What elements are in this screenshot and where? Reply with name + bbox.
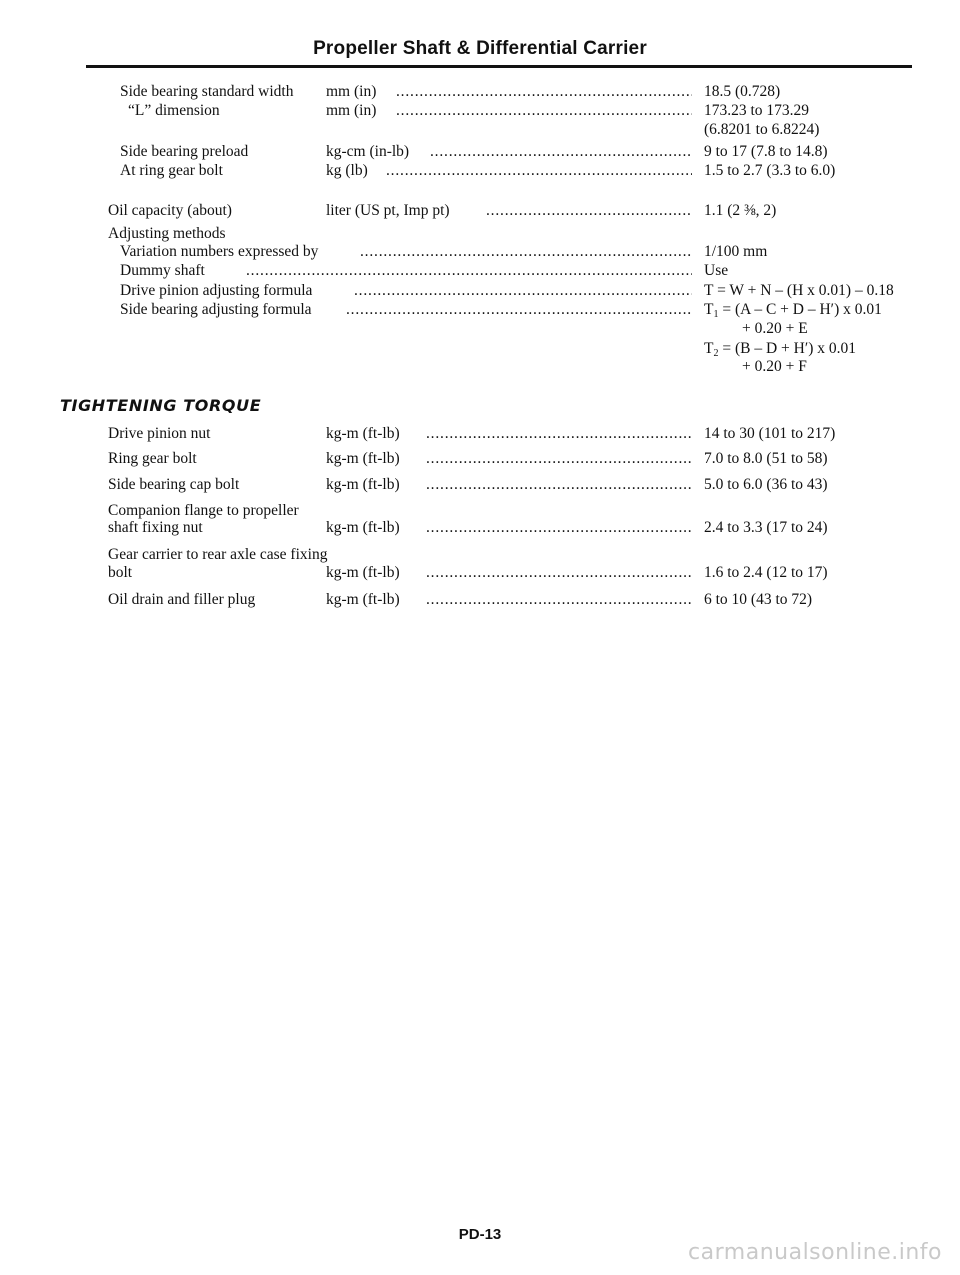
spec-unit: mm (in) (326, 83, 377, 100)
adjust-value-line4: + 0.20 + F (742, 358, 807, 375)
torque-value: 14 to 30 (101 to 217) (704, 425, 836, 442)
torque-unit: kg-m (ft-lb) (326, 425, 400, 442)
spec-value: 9 to 17 (7.8 to 14.8) (704, 143, 828, 160)
torque-value: 2.4 to 3.3 (17 to 24) (704, 519, 828, 536)
leader-dots (426, 476, 692, 494)
adjust-label: Variation numbers expressed by (120, 243, 319, 260)
spec-unit: liter (US pt, Imp pt) (326, 202, 450, 219)
adjust-value: Use (704, 262, 729, 279)
leader-dots (386, 162, 692, 180)
torque-value: 5.0 to 6.0 (36 to 43) (704, 476, 828, 493)
torque-label: Ring gear bolt (108, 450, 197, 467)
torque-unit: kg-m (ft-lb) (326, 591, 400, 608)
leader-dots (346, 301, 692, 319)
torque-label: Companion flange to propeller (108, 502, 299, 519)
spec-label: At ring gear bolt (120, 162, 223, 179)
torque-label-line2: bolt (108, 564, 133, 581)
section-heading-torque: TIGHTENING TORQUE (60, 396, 262, 415)
spec-value: 1.1 (2 ⅜, 2) (704, 202, 777, 219)
spec-label: “L” dimension (128, 102, 220, 119)
adjust-value: $T_1 = (A - C + D - H')$ x 0.01 (704, 301, 882, 320)
leader-dots (430, 143, 692, 161)
spec-unit: kg (lb) (326, 162, 368, 179)
adjust-value: T = W + N – (H x 0.01) – 0.18 (704, 282, 894, 299)
torque-value: 6 to 10 (43 to 72) (704, 591, 813, 608)
torque-unit: kg-m (ft-lb) (326, 564, 400, 581)
adjust-label: Drive pinion adjusting formula (120, 282, 313, 299)
adjust-label: Dummy shaft (120, 262, 205, 279)
spec-unit: mm (in) (326, 102, 377, 119)
torque-label: Drive pinion nut (108, 425, 211, 442)
page-number: PD-13 (458, 1226, 502, 1243)
leader-dots (426, 564, 692, 582)
torque-label: Oil drain and filler plug (108, 591, 256, 608)
leader-dots (354, 282, 692, 300)
section-heading: Adjusting methods (108, 225, 226, 242)
spec-value: 1.5 to 2.7 (3.3 to 6.0) (704, 162, 836, 179)
adjust-value-line2: + 0.20 + E (742, 320, 808, 337)
leader-dots (426, 425, 692, 443)
page-title: Propeller Shaft & Differential Carrier (313, 38, 647, 59)
leader-dots (426, 450, 692, 468)
torque-value: 1.6 to 2.4 (12 to 17) (704, 564, 828, 581)
torque-label: Side bearing cap bolt (108, 476, 240, 493)
torque-value: 7.0 to 8.0 (51 to 58) (704, 450, 828, 467)
spec-value: 173.23 to 173.29 (704, 102, 810, 119)
torque-label-line2: shaft fixing nut (108, 519, 203, 536)
leader-dots (486, 202, 692, 220)
spec-value-line2: (6.8201 to 6.8224) (704, 121, 820, 138)
torque-label: Gear carrier to rear axle case fixing (108, 546, 328, 563)
header-rule (86, 65, 912, 68)
adjust-value-line3: $T_2 = (B - D + H')$ x 0.01 (704, 340, 857, 359)
leader-dots (426, 591, 692, 609)
adjust-value: 1/100 mm (704, 243, 768, 260)
leader-dots (396, 83, 692, 101)
adjust-label: Side bearing adjusting formula (120, 301, 312, 318)
spec-label: Side bearing standard width (120, 83, 294, 100)
watermark: carmanualsonline.info (688, 1240, 942, 1265)
torque-unit: kg-m (ft-lb) (326, 519, 400, 536)
spec-value: 18.5 (0.728) (704, 83, 781, 100)
leader-dots (396, 102, 692, 120)
leader-dots (360, 243, 692, 261)
leader-dots (426, 519, 692, 537)
leader-dots (246, 262, 692, 280)
spec-unit: kg-cm (in-lb) (326, 143, 410, 160)
torque-unit: kg-m (ft-lb) (326, 450, 400, 467)
torque-unit: kg-m (ft-lb) (326, 476, 400, 493)
spec-label: Oil capacity (about) (108, 202, 232, 219)
spec-label: Side bearing preload (120, 143, 249, 160)
